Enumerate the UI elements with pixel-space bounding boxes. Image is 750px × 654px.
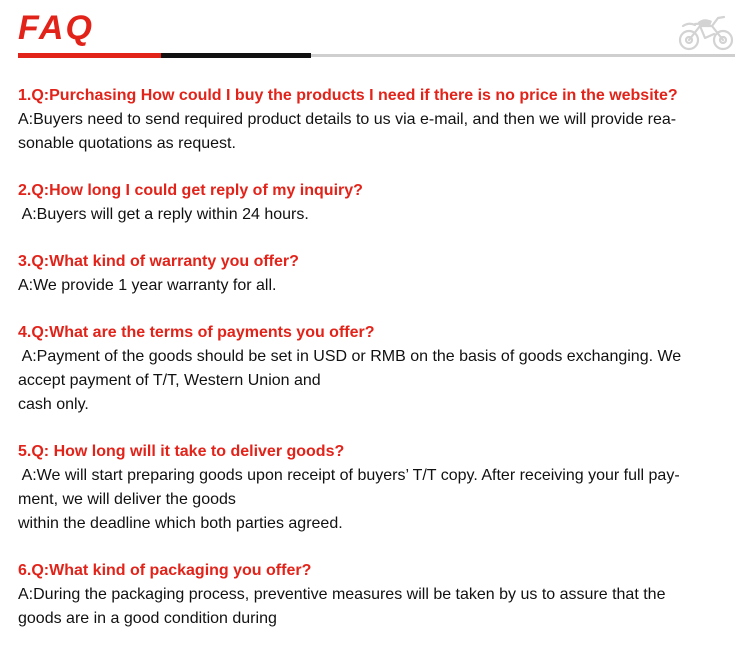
- faq-item: [18, 440, 734, 536]
- faq-item: [18, 179, 734, 227]
- faq-answer-line: A:We provide 1 year warranty for all.: [18, 277, 277, 294]
- faq-header: [0, 0, 750, 64]
- faq-answer: [18, 345, 734, 417]
- faq-question: 6.Q:What kind of packaging you offer?: [18, 562, 312, 579]
- faq-answer: [18, 274, 734, 298]
- faq-answer-line: A:Payment of the goods should be set in USD or RMB on the basis of goods exchanging. We: [18, 348, 682, 365]
- faq-question: 2.Q:How long I could get reply of my inquiry?: [18, 182, 363, 199]
- faq-answer: [18, 203, 734, 227]
- faq-item: [18, 321, 734, 417]
- faq-question: 3.Q:What kind of warranty you offer?: [18, 253, 299, 270]
- faq-answer: [18, 583, 734, 631]
- header-rule-black: [161, 53, 311, 58]
- faq-item: [18, 250, 734, 298]
- header-rule-gray: [311, 54, 735, 57]
- faq-question: 1.Q:Purchasing How could I buy the products I need if there is no price in the website?: [18, 87, 678, 104]
- faq-answer-line: goods are in a good condition during: [18, 610, 277, 627]
- faq-answer: [18, 108, 734, 156]
- faq-answer-line: A:We will start preparing goods upon receipt of buyers’ T/T copy. After receiving your full pay-: [18, 467, 680, 484]
- faq-item: [18, 84, 734, 156]
- faq-answer-line: accept payment of T/T, Western Union and: [18, 372, 321, 389]
- faq-answer-line: cash only.: [18, 396, 89, 413]
- header-rule-red: [18, 53, 161, 58]
- faq-answer-line: within the deadline which both parties agreed.: [18, 515, 343, 532]
- page-title: FAQ: [18, 9, 94, 47]
- faq-item: [18, 559, 734, 631]
- faq-question: 5.Q: How long will it take to deliver goods?: [18, 443, 345, 460]
- faq-answer: [18, 464, 734, 536]
- faq-list: [18, 84, 734, 654]
- faq-question: 4.Q:What are the terms of payments you offer?: [18, 324, 375, 341]
- faq-answer-line: A:Buyers will get a reply within 24 hours.: [18, 206, 309, 223]
- faq-answer-line: sonable quotations as request.: [18, 135, 236, 152]
- faq-answer-line: A:During the packaging process, preventive measures will be taken by us to assure that the: [18, 586, 666, 603]
- faq-answer-line: ment, we will deliver the goods: [18, 491, 236, 508]
- faq-answer-line: A:Buyers need to send required product details to us via e-mail, and then we will provide rea-: [18, 111, 677, 128]
- motorcycle-icon: [678, 12, 734, 52]
